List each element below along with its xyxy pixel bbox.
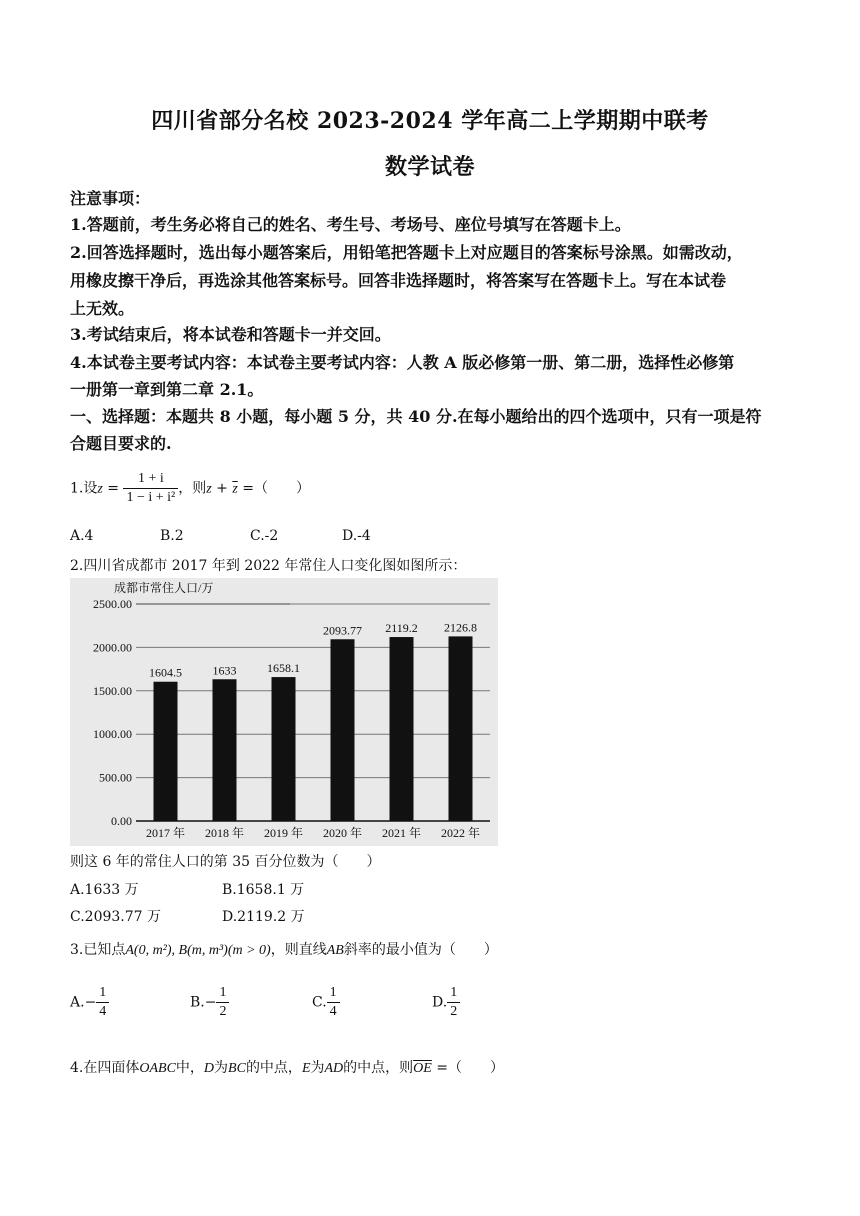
q1-option-d[interactable]: D.-4 <box>342 528 371 544</box>
bar-value-label: 2093.77 <box>323 623 362 638</box>
q3-option-b[interactable]: B.− $\frac{1}{2}$ <box>190 984 229 1021</box>
q2-option-c[interactable]: C.2093.77 万 <box>70 909 162 925</box>
bar <box>331 639 355 821</box>
bar-value-label: 2119.2 <box>385 621 418 636</box>
section-heading-cont: 合题目要求的. <box>70 434 172 453</box>
q2-option-d[interactable]: D.2119.2 万 <box>222 909 305 925</box>
note-line: 3.考试结束后，将本试卷和答题卡一并交回。 <box>70 325 391 344</box>
note-line: 4.本试卷主要考试内容：本试卷主要考试内容：人教 A 版必修第一册、第二册，选择性必修第 <box>70 353 735 372</box>
chart-title: 成都市常住人口/万 <box>114 581 214 595</box>
bar <box>154 682 178 821</box>
bar <box>272 677 296 821</box>
q3-option-d[interactable]: D. $\frac{1}{2}$ <box>432 984 460 1021</box>
q3-option-a[interactable]: A.− $\frac{1}{4}$ <box>70 984 109 1021</box>
y-tick-label: 1000.00 <box>93 727 132 742</box>
bar <box>449 636 473 821</box>
question-2-stem: 2.四川省成都市 2017 年到 2022 年常住人口变化图如图所示： <box>70 558 467 574</box>
x-tick-label: 2019 年 <box>263 826 304 840</box>
q2-option-b[interactable]: B.1658.1 万 <box>222 882 305 898</box>
bar-value-label: 2126.8 <box>444 620 477 635</box>
q1-option-c[interactable]: C.-2 <box>250 528 279 544</box>
q1-option-a[interactable]: A.4 <box>70 528 94 544</box>
population-chart-svg <box>70 578 498 846</box>
y-tick-label: 2000.00 <box>93 640 132 655</box>
bar-value-label: 1604.5 <box>149 665 182 680</box>
question-2-ask: 则这 6 年的常住人口的第 35 百分位数为（ ） <box>70 854 381 870</box>
q1-fraction: $\frac{1 + i}{\text{1 − i + i²}}$ <box>123 470 178 507</box>
note-line: 上无效。 <box>70 299 135 318</box>
bar <box>390 637 414 821</box>
x-tick-label: 2018 年 <box>204 826 245 840</box>
question-1: 1.设z = $\frac{1 + i}{\text{1 − i + i²}}$ ，则$z + \overline{z}$ =（ ） <box>70 471 310 505</box>
y-tick-label: 0.00 <box>111 814 132 828</box>
section-heading: 一、选择题：本题共 8 小题，每小题 5 分，共 40 分.在每小题给出的四个选项中，只有一项是符 <box>70 407 762 426</box>
question-3: 3.已知点A(0, m²), B(m, m³)(m > 0)，则直线AB斜率的最小值为（ ） <box>70 942 498 958</box>
y-tick-label: 500.00 <box>99 770 132 785</box>
q1-option-b[interactable]: B.2 <box>160 528 184 544</box>
note-line: 1.答题前，考生务必将自己的姓名、考生号、考场号、座位号填写在答题卡上。 <box>70 215 631 234</box>
exam-title: 四川省部分名校 2023-2024 学年高二上学期期中联考 <box>151 108 709 134</box>
y-tick-label: 1500.00 <box>93 683 132 698</box>
bar-value-label: 1633 <box>212 663 237 678</box>
q2-option-a[interactable]: A.1633 万 <box>70 882 139 898</box>
exam-subtitle: 数学试卷 <box>384 154 475 180</box>
bar <box>213 679 237 821</box>
y-tick-label: 2500.00 <box>93 597 132 611</box>
x-tick-label: 2021 年 <box>381 826 422 840</box>
question-4: 4.在四面体OABC中，D为BC的中点，E为AD的中点，则$\overline{OE}$ =（ ） <box>70 1060 505 1076</box>
notes-heading: 注意事项： <box>70 189 151 208</box>
x-tick-label: 2022 年 <box>440 826 481 840</box>
population-chart <box>70 578 498 846</box>
bar-value-label: 1658.1 <box>267 661 300 676</box>
note-line: 2.回答选择题时，选出每小题答案后，用铅笔把答题卡上对应题目的答案标号涂黑。如需改动， <box>70 243 743 262</box>
note-line: 用橡皮擦干净后，再选涂其他答案标号。回答非选择题时，将答案写在答题卡上。写在本试卷 <box>70 271 727 290</box>
x-tick-label: 2017 年 <box>145 826 186 840</box>
x-tick-label: 2020 年 <box>322 826 363 840</box>
q3-option-c[interactable]: C. $\frac{1}{4}$ <box>312 984 340 1021</box>
note-line: 一册第一章到第二章 2.1。 <box>70 380 264 399</box>
